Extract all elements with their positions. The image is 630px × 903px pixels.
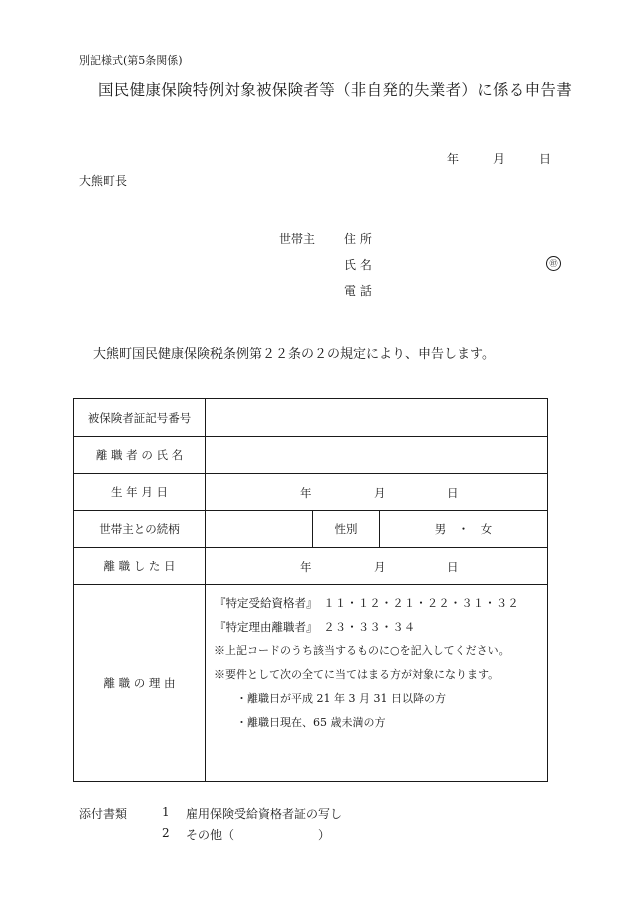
- attachment-number: 2: [162, 826, 170, 840]
- person-name-label: 離 職 者 の 氏 名: [74, 437, 206, 474]
- birth-date-label: 生 年 月 日: [74, 474, 206, 511]
- declaration-table: [73, 398, 548, 782]
- form-label: 別記様式(第5条関係): [79, 54, 183, 67]
- insurance-number-field[interactable]: [206, 399, 548, 437]
- phone-label: 電 話: [344, 284, 372, 298]
- gender-options[interactable]: 男 ・ 女: [380, 511, 548, 548]
- birth-day-label: 日: [447, 486, 459, 500]
- date-day-label: 日: [539, 152, 552, 166]
- addressee: 大熊町長: [79, 174, 128, 188]
- reason-field[interactable]: [206, 585, 548, 782]
- reason-specific-eligible: 『特定受給資格者』 １１・１２・２１・２２・３１・３２: [214, 596, 519, 610]
- birth-date-field[interactable]: [206, 474, 548, 511]
- birth-year-label: 年: [300, 486, 312, 500]
- table-row: [74, 548, 548, 585]
- seal-mark: ㊞: [546, 256, 561, 271]
- attachments-label: 添付書類: [79, 807, 128, 821]
- table-row: [74, 511, 548, 548]
- page-title: 国民健康保険特例対象被保険者等（非自発的失業者）に係る申告書: [98, 81, 573, 99]
- gender-label: 性別: [313, 511, 380, 548]
- separation-year-label: 年: [300, 560, 312, 574]
- relationship-field[interactable]: [206, 511, 313, 548]
- relationship-label: 世帯主との続柄: [74, 511, 206, 548]
- separation-date-field[interactable]: [206, 548, 548, 585]
- person-name-field[interactable]: [206, 437, 548, 474]
- reason-note-circle: ※上記コードのうち該当するものに○を記入してください。: [214, 644, 510, 657]
- attachment-text: その他（ ）: [186, 828, 331, 842]
- name-label: 氏 名: [344, 258, 372, 272]
- reason-label: 離 職 の 理 由: [74, 585, 206, 782]
- table-row: [74, 437, 548, 474]
- applicant-role: 世帯主: [279, 232, 316, 246]
- separation-month-label: 月: [374, 560, 386, 574]
- table-row: [74, 399, 548, 437]
- table-row: [74, 585, 548, 782]
- requirement-age: ・離職日現在、65 歳未満の方: [236, 716, 386, 729]
- requirement-date: ・離職日が平成 21 年 3 月 31 日以降の方: [236, 692, 446, 705]
- date-month-label: 月: [493, 152, 506, 166]
- separation-day-label: 日: [447, 560, 459, 574]
- reason-note-requirements: ※要件として次の全てに当てはまる方が対象になります。: [214, 668, 500, 681]
- date-year-label: 年: [447, 152, 460, 166]
- address-label: 住 所: [344, 232, 372, 246]
- table-row: [74, 474, 548, 511]
- birth-month-label: 月: [374, 486, 386, 500]
- separation-date-label: 離 職 し た 日: [74, 548, 206, 585]
- statement: 大熊町国民健康保険税条例第２２条の２の規定により、申告します。: [93, 347, 495, 362]
- attachment-text: 雇用保険受給資格者証の写し: [186, 807, 343, 821]
- reason-specific-reason: 『特定理由離職者』 ２３・３３・３４: [214, 620, 416, 634]
- insurance-number-label: 被保険者証記号番号: [74, 399, 206, 437]
- attachment-number: 1: [162, 805, 170, 819]
